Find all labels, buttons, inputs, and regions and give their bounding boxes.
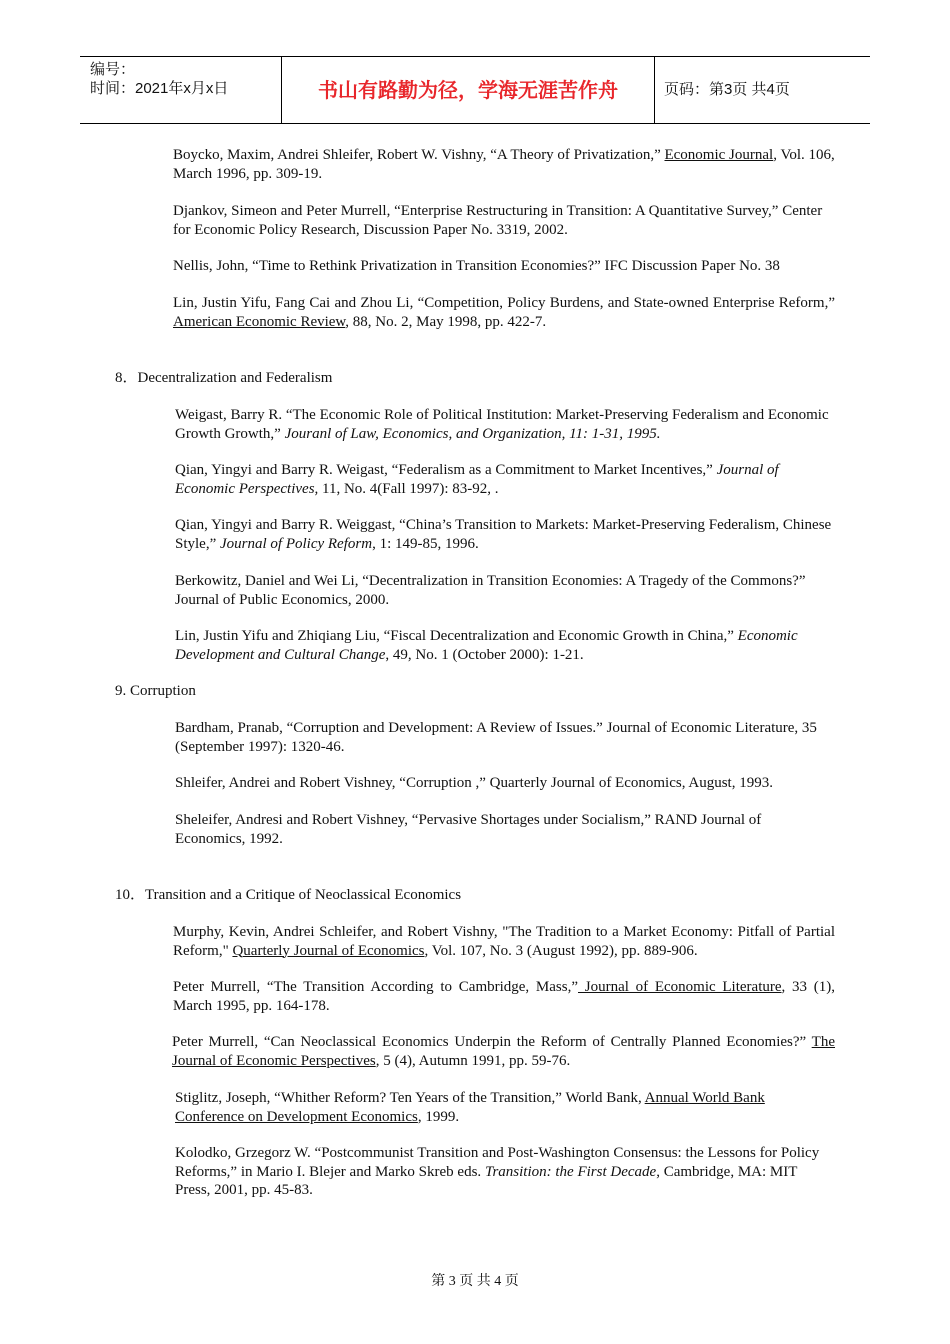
section-heading: 8．Decentralization and Federalism <box>115 370 333 386</box>
reference-entry: Shleifer, Andrei and Robert Vishney, “Corruption ,” Quarterly Journal of Economics, August, 1993. <box>175 775 773 791</box>
reference-entry: Berkowitz, Daniel and Wei Li, “Decentralization in Transition Economies: A Tragedy of the Commons?” Journal of Public Economics, 2000. <box>175 573 806 608</box>
reference-entry: Djankov, Simeon and Peter Murrell, “Enterprise Restructuring in Transition: A Quantitative Survey,” Center for Economic Policy Research, Discussion Paper No. 3319, 2002. <box>173 203 823 238</box>
reference-entry: Sheleifer, Andresi and Robert Vishney, “Pervasive Shortages under Socialism,” RAND Journal of Economics, 1992. <box>175 812 762 847</box>
reference-entry: Kolodko, Grzegorz W. “Postcommunist Transition and Post-Washington Consensus: the Lessons for Policy Reforms,” in Mario I. Blejer and Marko Skreb eds. Transition: the First Decade, Cambridge, MA: MIT Press, 2001, pp. 45-83. <box>175 1145 820 1198</box>
reference-entry: Weigast, Barry R. “The Economic Role of Political Institution: Market-Preserving Federalism and Economic Growth Growth,” Jouranl of Law, Economics, and Organization, 11: 1-31, 1995. <box>175 407 829 442</box>
header-meta <box>80 57 281 123</box>
reference-entry: Lin, Justin Yifu, Fang Cai and Zhou Li, “Competition, Policy Burdens, and State-owned Enterprise Reform,” American Economic Review, 88, No. 2, May 1998, pp. 422-7. <box>173 295 835 330</box>
section-heading: 10．Transition and a Critique of Neoclassical Economics <box>115 887 462 903</box>
header-page-label: 页码：第3页 共4页 <box>664 81 790 98</box>
reference-entry: Lin, Justin Yifu and Zhiqiang Liu, “Fiscal Decentralization and Economic Growth in China,” Economic Development and Cultural Change, 49, No. 1 (October 2000): 1-21. <box>175 628 798 663</box>
reference-entry: Murphy, Kevin, Andrei Schleifer, and Robert Vishny, "The Tradition to a Market Economy: Pitfall of Partial Reform," Quarterly Journal of Economics, Vol. 107, No. 3 (August 1992), pp. 889-906. <box>173 924 835 959</box>
number-label: 编号： <box>90 61 136 78</box>
reference-entry: Peter Murrell, “Can Neoclassical Economics Underpin the Reform of Centrally Planned Economies?” The Journal of Economic Perspectives, 5 (4), Autumn 1991, pp. 59-76. <box>172 1034 835 1069</box>
reference-entry: Nellis, John, “Time to Rethink Privatization in Transition Economies?” IFC Discussion Paper No. 38 <box>173 258 780 274</box>
reference-entry: Qian, Yingyi and Barry R. Weiggast, “China’s Transition to Markets: Market-Preserving Federalism, Chinese Style,” Journal of Policy Reform, 1: 149-85, 1996. <box>175 517 832 552</box>
reference-entry: Bardham, Pranab, “Corruption and Development: A Review of Issues.” Journal of Economic Literature, 35 (September 1997): 1320-46. <box>175 720 817 755</box>
reference-entry: Boycko, Maxim, Andrei Shleifer, Robert W. Vishny, “A Theory of Privatization,” Economic Journal, Vol. 106, March 1996, pp. 309-19. <box>173 147 835 182</box>
page-header <box>80 56 870 124</box>
page-footer: 第 3 页 共 4 页 <box>431 1274 519 1289</box>
time-label: 时间：2021年x月x日 <box>90 80 229 97</box>
section-heading: 9. Corruption <box>115 683 196 699</box>
reference-entry: Stiglitz, Joseph, “Whither Reform? Ten Years of the Transition,” World Bank, Annual World Bank Conference on Development Economics, 1999. <box>175 1090 765 1125</box>
reference-entry: Qian, Yingyi and Barry R. Weigast, “Federalism as a Commitment to Market Incentives,” Journal of Economic Perspectives, 11, No. 4(Fall 1997): 83-92, . <box>175 462 779 497</box>
reference-entry: Peter Murrell, “The Transition According to Cambridge, Mass,” Journal of Economic Literature, 33 (1), March 1995, pp. 164-178. <box>173 979 835 1014</box>
header-motto: 书山有路勤为径，学海无涯苦作舟 <box>281 57 655 123</box>
